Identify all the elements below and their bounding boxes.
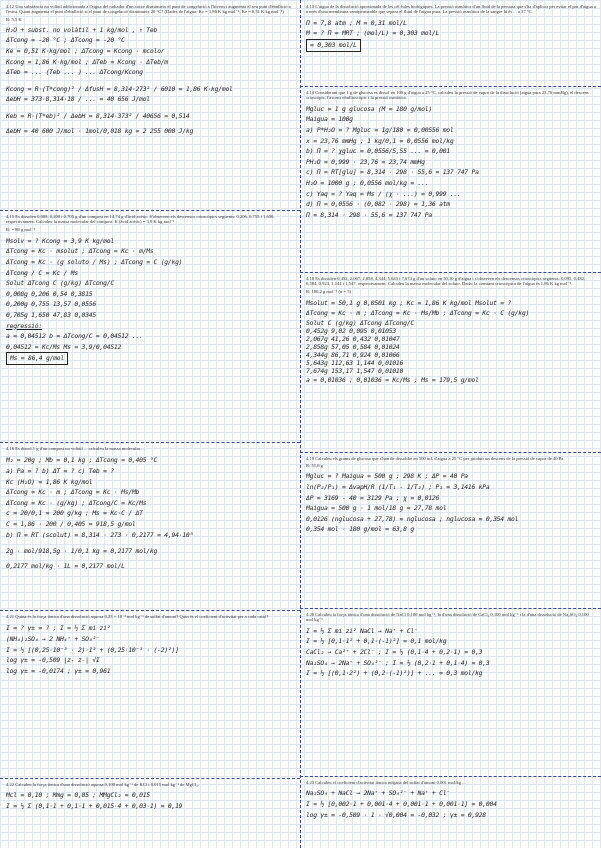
problem-4-23 <box>306 780 596 846</box>
problem-statement: 4.20 Calculeu la força iònica d'una dissolució de NaCl 0,100 mol kg⁻¹, la d'una dissolució de CaCl₂ 0,100 mol kg⁻¹ i la d'una dissolució de Na₂SO₄ 0,100 mol kg⁻¹. <box>306 612 589 623</box>
handwritten-line: PH₂O = 0,999 · 23,76 = 23,74 mmHg <box>306 157 425 166</box>
handwritten-line: a) Pa = ? b) ΔT = ? c) Teb = ? <box>6 467 114 475</box>
handwritten-line: 0,354 mol · 180 g/mol = 63,8 g <box>306 525 414 534</box>
result-box: = 0,303 mol/L <box>306 39 361 52</box>
handwritten-line: regressió: <box>6 321 42 330</box>
handwritten-line: 2g · mol/918,5g · 1/0,1 kg = 0,2177 mol/kg <box>6 547 158 556</box>
problem-4-14 <box>306 90 596 270</box>
handwritten-line: Maigua = 100g <box>306 115 353 124</box>
handwritten-line: CaCl₂ → Ca²⁺ + 2Cl⁻ ; I = ½ (0,1·4 + 0,2·1) = 0,3 <box>306 648 483 656</box>
handwritten-line: c) Π = RT[glu] = 8,314 · 298 · 55,6 = 137 747 Pa <box>306 168 479 177</box>
handwritten-line: ΔTcong / C = Kc / Ms <box>6 268 78 277</box>
handwritten-line: Msolv = ? Kcong = 3,9 K kg/mol <box>6 236 114 245</box>
handwritten-line: a) P*H₂O = ? Mgluc = 1g/180 = 0,00556 mol <box>306 126 454 134</box>
problem-answer: R: 180,2 g mol⁻¹ (n = 5) <box>306 288 352 294</box>
section-divider <box>0 778 300 779</box>
problem-statement: 4.21 Quina és la força iònica d'una dissolució aquosa 0,25 × 10⁻³ mol kg⁻¹ de sulfat d'amoni? Quin és el coeficient d'activitat per a cada catió? <box>6 614 269 619</box>
handwritten-line: Π = 8,314 · 298 · 55,6 = 137 747 Pa <box>306 210 432 219</box>
problem-4-19 <box>306 456 596 606</box>
handwritten-line: ΔTcong = Kc · m ; ΔTcong = Kc · Ms/Mb ; ΔTcong = Kc · C (g/kg) <box>306 309 530 318</box>
handwritten-line: Na₂SO₄ + NaCl → 2Na⁺ + SO₄²⁻ + Na⁺ + Cl⁻ <box>306 789 450 798</box>
handwritten-line: x = 23,76 mmHg ; 1 kg/0,1 = 0,0556 mol/kg <box>306 136 454 145</box>
handwritten-line: log γ± = -0,509 |z₊ z₋| √I <box>6 656 100 665</box>
section-divider <box>0 442 300 443</box>
handwritten-line: Msolut = 50,1 g 0,0501 kg ; Kc = 1,86 K kg/mol Msolut = ? <box>306 298 512 307</box>
problem-answer: R: 5,5 K <box>6 16 22 22</box>
problem-statement: 4.13 L'aigua de la dissolució aproximada de les cèl·lules biològiques. La pressió osmòtica d'un fluid de la persona que s'ha d'aplicar per evitar el pas d'aigua a través d'una membrana semipermeable que separa el fluid de l'aigua pura. La pressió osmòtica de la sangre hi és ... a 37 °C. <box>306 4 596 15</box>
problem-statement: 4.12 Una substància no volàtil addicionada a l'aigua del radiador d'un cotxe disminueix el punt de congelació a l'hivern i augmenta el seu punt d'ebullició a l'estiu. Quant augmenta el punt d'ebullició si el punt de congelació disminueix 20 °C? (Dades de l'aigua: Kc = 1,86 K kg mol⁻¹; Ke = 0,51 K kg mol⁻¹) <box>6 4 291 15</box>
handwritten-line: C = 1,86 · 200 / 0,405 = 918,5 g/mol <box>6 519 136 528</box>
handwritten-line: ΔTcong = Kc · msolut ; ΔTcong = Kc · m/Ms <box>6 247 154 256</box>
handwritten-table-row: 0,452g 9,02 0,095 0,01053 <box>306 327 396 335</box>
handwritten-line: b) Π = RT (scolut) = 8,314 · 273 · 0,2177 = 4,94·10⁵ <box>6 530 194 539</box>
handwritten-line: b) Π = ? χgluc = 0,0556/5,55 ... = 0,001 <box>306 147 450 156</box>
handwritten-line: M = ? Π = MRT ; (mol/L) = 0,303 mol/L <box>306 29 440 38</box>
problem-statement: 4.23 Calculeu el coeficient d'activitat iònica mitjana del sulfat d'amoni 0,001 mol/kg ... <box>306 780 466 785</box>
handwritten-table-row: 7,674g 153,17 1,547 0,01010 <box>306 367 404 375</box>
handwritten-table-row: Solut C (g/kg) ΔTcong ΔTcong/C <box>306 319 414 327</box>
handwritten-line: (NH₄)₂SO₄ → 2 NH₄⁺ + SO₄²⁻ <box>6 635 100 643</box>
handwritten-line: Ke = 0,51 K·kg/mol ; ΔTcong = Kcong · mcolor <box>6 47 165 55</box>
handwritten-table-row: Solut ΔTcong C (g/kg) ΔTcong/C <box>6 279 114 288</box>
problem-answer: R: = 86 g mol⁻¹ <box>6 226 36 232</box>
handwritten-line: I = ½ Σ mi zi² NaCl → Na⁺ + Cl⁻ <box>306 626 418 635</box>
section-divider <box>300 608 601 609</box>
handwritten-line: ΔebH = 40 600 J/mol · 1mol/0,018 kg = 2 255 000 J/kg <box>6 126 194 135</box>
handwritten-line: I = ? γ± = ? ; I = ½ Σ mi zi² <box>6 624 111 633</box>
handwritten-line: log γ± = -0,0174 ; γ± = 0,961 <box>6 666 111 675</box>
problem-4-16 <box>6 446 296 606</box>
column-divider <box>300 0 301 848</box>
problem-statement: 4.14 Considerant que 1 g de glucosa es dissol en 100 g d'aigua a 25 °C, calculeu la pressió de vapor de la dissolució (aigua pura 23,76 mmHg), el descens crioscòpic, l'ascens ebullioscòpic i la pressió osmòtica. <box>306 90 589 101</box>
problem-answer: R: 51,6 g <box>306 463 323 469</box>
section-divider <box>0 610 300 611</box>
problem-statement: 4.19 Calculeu els grams de glucosa que s'han de dissoldre en 500 mL d'aigua a 25 °C per produir un descens de la pressió de vapor de 40 Pa. <box>306 456 565 461</box>
handwritten-line: Π = 7,8 atm ; M = 0,31 mol/L <box>306 18 407 27</box>
problem-statement: 4.15 Es dissolen 0,008, 0,200 i 0,705 g d'un compost en 14,74 g d'àcid acètic. S'observen els descensos crioscòpics següents: 0,206, 0,755 i 1,650, respectivament. Calculeu la massa molecular del compost. K (àcid acètic) = 3,9 K kg mol⁻¹ <box>6 214 275 225</box>
handwritten-line: Mgluc = 1 g glucosa (M = 180 g/mol) <box>306 104 432 113</box>
handwritten-table-row: 0,705g 1,650 47,83 0,0345 <box>6 310 96 319</box>
problem-4-18 <box>306 276 596 448</box>
handwritten-line: ΔebH = 373·8,314·18 / ... = 40 656 J/mol <box>6 95 150 104</box>
handwritten-table-row: 2,858g 57,05 0,584 0,01024 <box>306 343 400 351</box>
handwritten-line: a = 0,04512 b = ΔTcong/C = 0,04512 ... <box>6 332 143 341</box>
handwritten-line: Mcl = 0,10 ; Mmg = 0,05 ; MMgCl₂ = 0,015 <box>6 791 150 800</box>
section-divider <box>300 452 601 453</box>
result-box: Ms = 86,4 g/mol <box>6 352 68 365</box>
handwritten-line: 0,0126 (nglucosa + 27,78) = nglucosa ; nglucosa = 0,354 mol <box>306 514 519 523</box>
handwritten-table-row: 4,344g 86,71 0,924 0,01066 <box>306 351 400 359</box>
section-divider <box>0 210 300 211</box>
handwritten-line: 0,04512 = Kc/Ms Ms = 3,9/0,04512 <box>6 342 122 351</box>
handwritten-result <box>306 39 596 52</box>
handwritten-line: ΔTcong = -20 °C ; ΔTcong = -20 °C <box>6 36 125 45</box>
handwritten-line: ln(P₂/P₁) = ΔvapH/R (1/T₁ - 1/T₂) ; P₂ = 3,1416 kPa <box>306 483 490 491</box>
handwritten-line: H₂O + subst. no volàtil + 1 kg/mol , ↑ Teb <box>6 25 158 34</box>
handwritten-line: 0,2177 mol/kg · 1L = 0,2177 mol/L <box>6 561 125 570</box>
handwritten-line: I = ½ Σ (0,1·1 + 0,1·1 + 0,015·4 + 0,03·1) = 0,19 <box>6 802 183 810</box>
handwritten-line: Kc (H₂O) = 1,86 K kg/mol <box>6 477 93 486</box>
handwritten-line: Kcong = R·(T*cong)² / ΔfusH = 8,314·273² / 6010 = 1,86 K·kg/mol <box>6 84 233 93</box>
section-divider <box>300 776 601 777</box>
handwritten-line: I = ½ [(0,1·2²) + (0,2·(-1)²)] + ... = 0,3 mol/kg <box>306 669 483 678</box>
handwritten-line: ΔTcong = Kc · m ; ΔTcong = Kc · Ms/Mb <box>6 488 140 497</box>
handwritten-line: I = ½ [(0,25·10⁻³ · 2)·1² + (0,25·10⁻³ · (-2)²)] <box>6 645 179 654</box>
problem-4-20 <box>306 612 596 754</box>
problem-4-22 <box>6 782 296 846</box>
handwritten-line: ΔTeb = ... (Teb ... ) ... ΔTcong/Kcong <box>6 68 143 77</box>
handwritten-line: M₂ = 20g ; Mb = 0,1 kg ; ΔTcong = 0,405 °C <box>6 456 158 465</box>
handwritten-result <box>6 352 296 365</box>
handwritten-line: c) Yaq = ? Yaq = Ms / (χ · ...) = 0,999 ... <box>306 189 461 198</box>
problem-4-13 <box>306 4 596 84</box>
section-divider <box>300 86 601 87</box>
section-divider <box>300 272 601 273</box>
problem-4-12 <box>6 4 296 209</box>
handwritten-line: Keb = R·(T*eb)² / ΔebH = 8,314·373² / 40656 = 0,514 <box>6 111 190 120</box>
handwritten-line: log γ± = -0,509 · 1 · √0,004 = -0,032 ; γ± = 0,928 <box>306 810 486 819</box>
handwritten-line: H₂O = 1000 g ; 0,0556 mol/kg = ... <box>306 178 429 187</box>
handwritten-line: ΔP = 3169 - 40 = 3129 Pa ; χ = 0,0126 <box>306 493 440 502</box>
problem-4-21 <box>6 614 296 774</box>
handwritten-line: ΔTcong = Kc · (g soluto / Ms) ; ΔTcong = C (g/kg) <box>6 258 183 266</box>
handwritten-line: ΔTcong = Kc · (g/kg) ; ΔTcong/C = Kc/Ms <box>6 498 147 507</box>
problem-statement: 4.16 Es dissol 1 g d'un compost no volàtil ... calculeu la massa molecular ... <box>6 446 145 451</box>
problem-statement: 4.22 Calculeu la força iònica d'una dissolució aquosa 0,100 mol kg⁻¹ de KCl i 0,015 mol kg⁻¹ de MgCl₂. <box>6 782 199 787</box>
handwritten-line: Kcong = 1,86 K·kg/mol ; ΔTeb = Kcong · ΔTeb/m <box>6 57 168 66</box>
handwritten-line: Na₂SO₄ → 2Na⁺ + SO₄²⁻ ; I = ½ (0,2·1 + 0,1·4) = 0,3 <box>306 658 490 667</box>
handwritten-line: I = ½ [0,1·1² + 0,1·(-1)²] = 0,1 mol/kg <box>306 637 447 646</box>
handwritten-table-row: 0,008g 0,206 0,54 0,3815 <box>6 289 93 298</box>
handwritten-line: Maigua = 500 g · 1 mol/18 g = 27,78 mol <box>306 504 447 513</box>
handwritten-table-row: 5,643g 112,63 1,144 0,01016 <box>306 359 404 367</box>
handwritten-line: I = ½ [0,002·1 + 0,001·4 + 0,001·1 + 0,001·1] = 0,004 <box>306 800 497 808</box>
handwritten-line: c = 20/0,1 = 200 g/kg ; Ms = Kc·C / ΔT <box>6 509 143 518</box>
problem-statement: 4.18 Es dissolen 0,452, 2,067, 2,858, 4,344, 5,643 i 7,674 g d'un soluto en 50,10 g d'aigua i s'observen els descensos crioscòpics següents: 0,095, 0,432, 0,584, 0,924, 1,144 i 1,547, respectivament. Calculeu la massa molecular del soluto. Dada: la constant crioscòpica de l'aigua és 1,86 K kg mol⁻¹. <box>306 276 586 287</box>
handwritten-table-row: 0,200g 0,755 13,57 0,0556 <box>6 300 96 309</box>
handwritten-line: a = 0,01036 ; 0,01036 = Kc/Ms ; Ms = 179,5 g/mol <box>306 376 479 384</box>
handwritten-line: Mgluc = ? Maigua = 500 g ; 298 K ; ΔP = 40 Pa <box>306 472 468 481</box>
problem-4-15 <box>6 214 296 438</box>
handwritten-table-row: 2,067g 41,26 0,432 0,01047 <box>306 335 400 343</box>
handwritten-line: d) Π = 0,0556 · (0,082 · 298) = 1,36 atm <box>306 200 450 209</box>
